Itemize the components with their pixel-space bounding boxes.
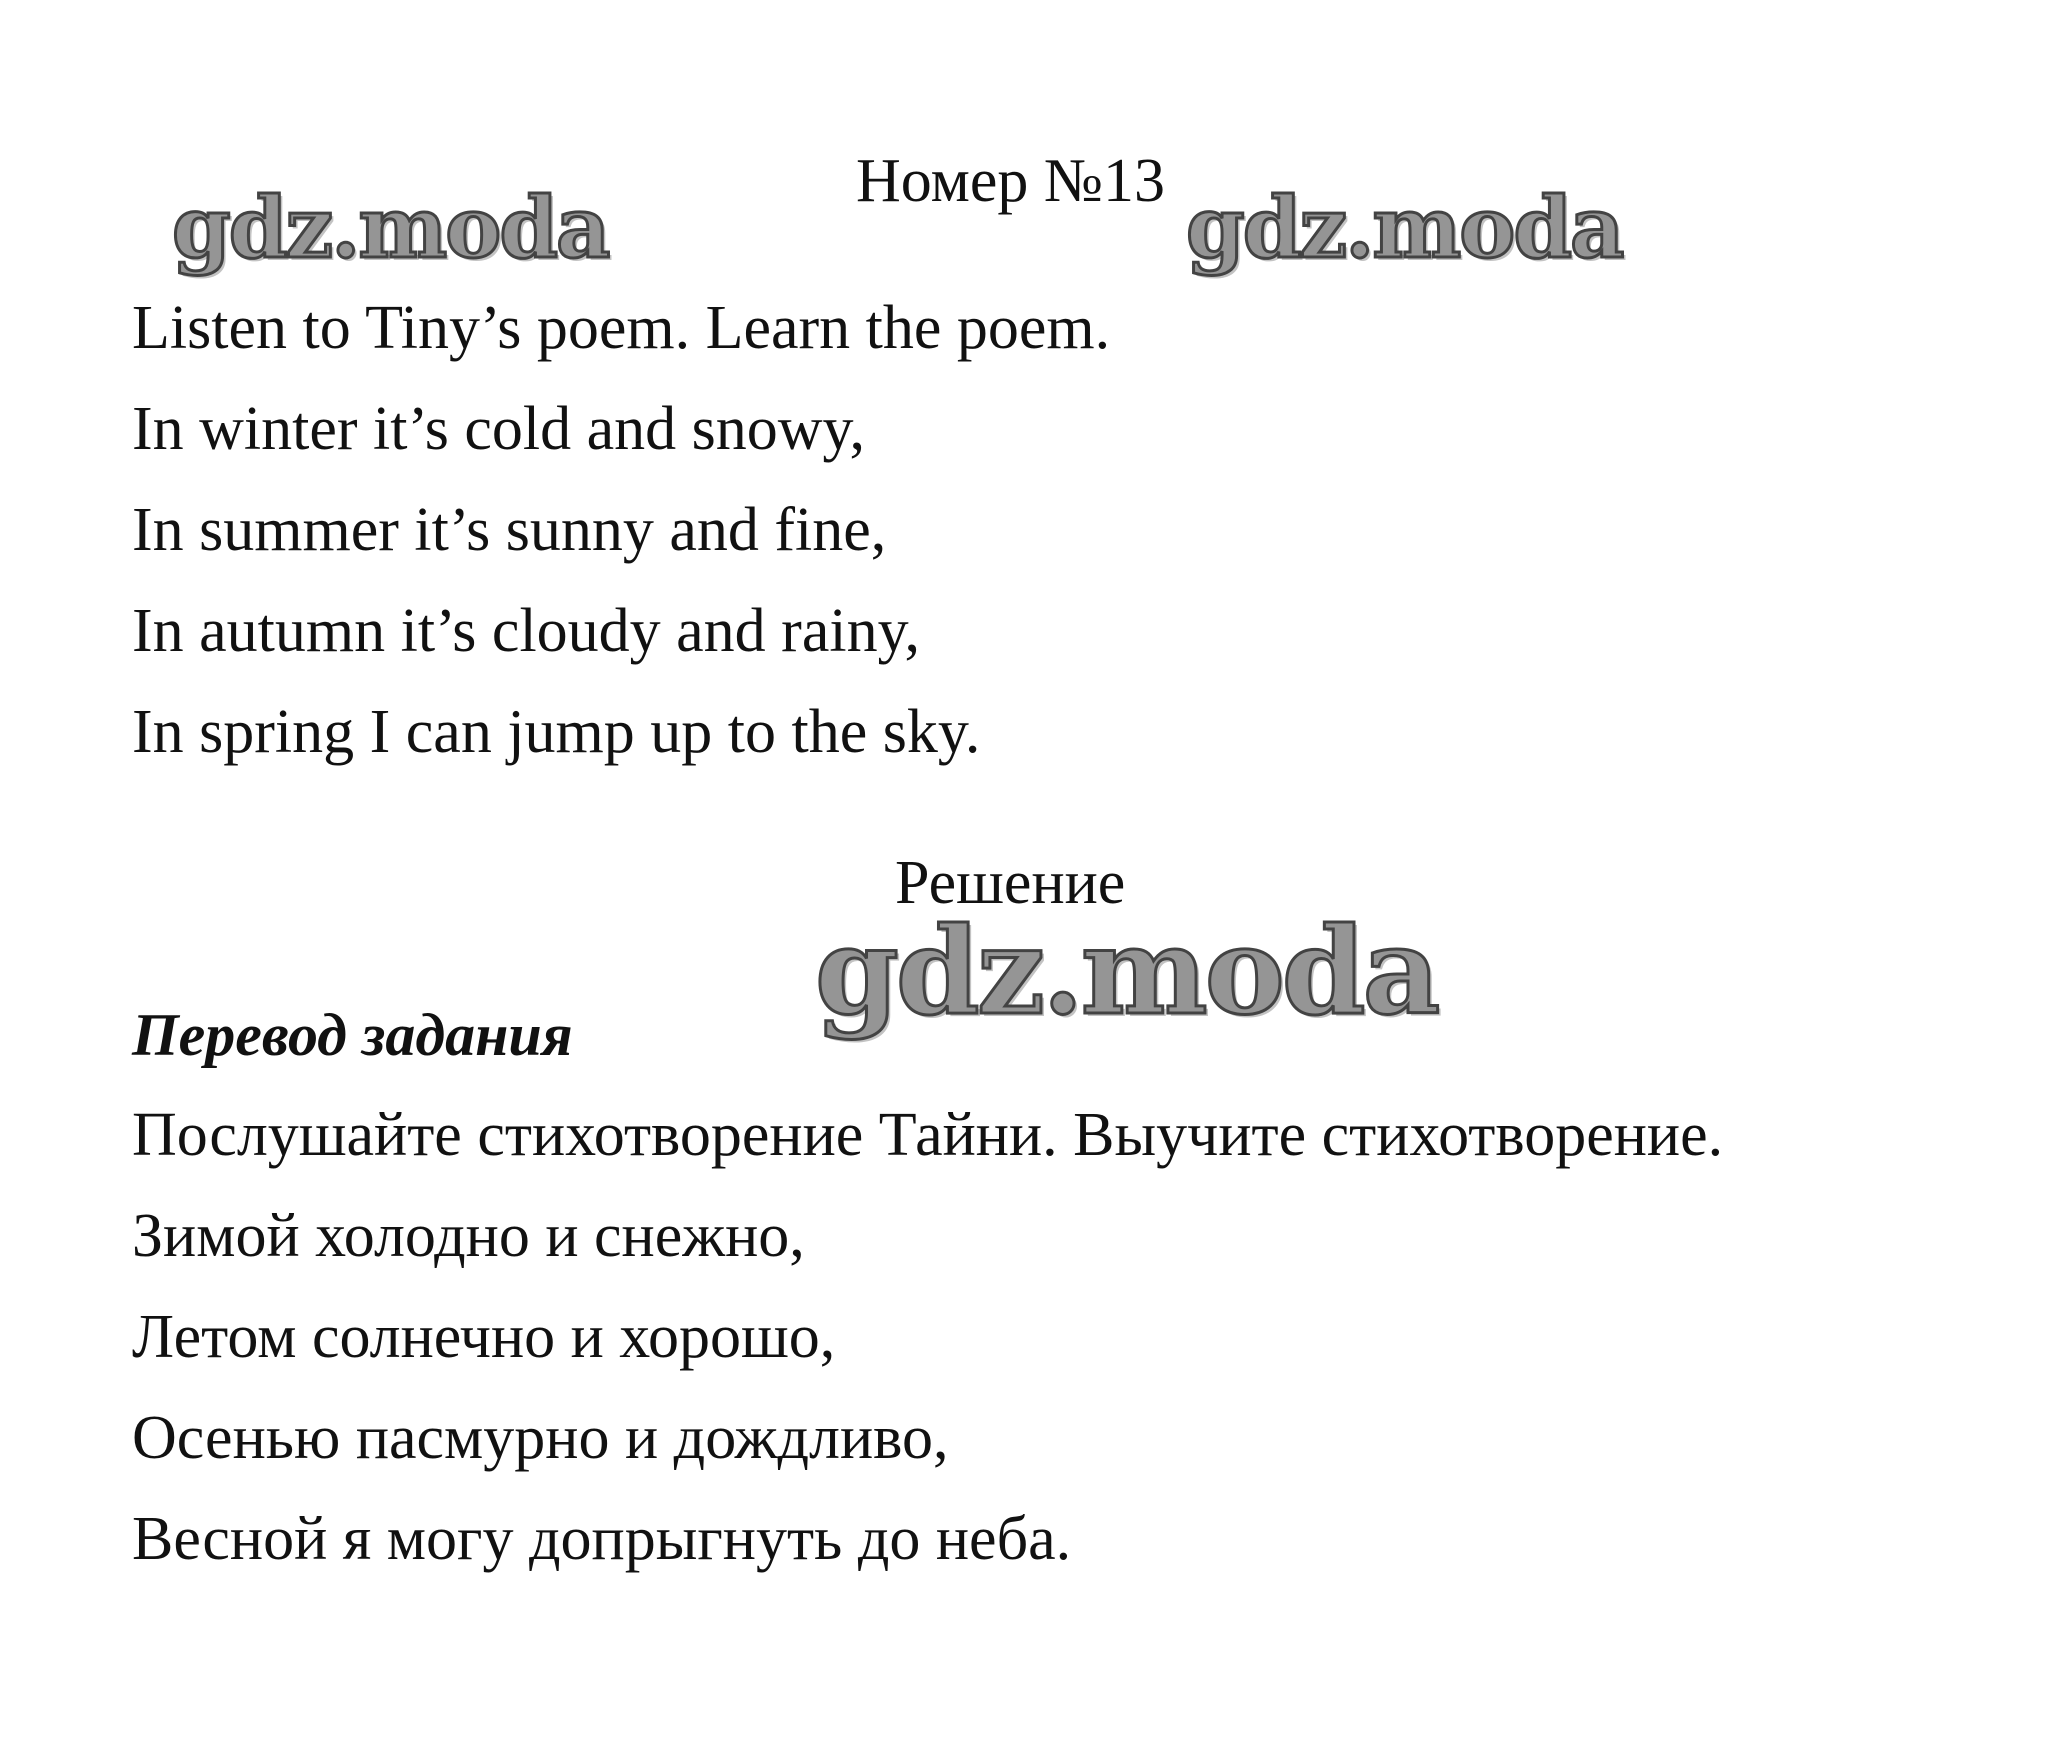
- poem-line-2: In summer it’s sunny and fine,: [132, 496, 887, 564]
- solution-title: Решение: [895, 849, 1126, 917]
- watermark-logo-left: gdz.moda: [172, 178, 609, 277]
- task-instruction: Listen to Tiny’s poem. Learn the poem.: [132, 294, 1111, 362]
- watermark-logo-center: gdz.moda: [815, 901, 1438, 1042]
- task-number-title: Номер №13: [856, 147, 1166, 215]
- watermark-logo-right: gdz.moda: [1186, 178, 1623, 277]
- poem-line-1: In winter it’s cold and snowy,: [132, 395, 865, 463]
- translation-subtitle: Перевод задания: [132, 1002, 573, 1068]
- translation-line-3: Осенью пасмурно и дождливо,: [132, 1404, 949, 1472]
- translation-line-2: Летом солнечно и хорошо,: [132, 1303, 836, 1371]
- translation-line-1: Зимой холодно и снежно,: [132, 1202, 805, 1270]
- translation-instruction: Послушайте стихотворение Тайни. Выучите стихотворение.: [132, 1101, 1724, 1169]
- poem-line-4: In spring I can jump up to the sky.: [132, 698, 981, 766]
- translation-line-4: Весной я могу допрыгнуть до неба.: [132, 1505, 1072, 1573]
- poem-line-3: In autumn it’s cloudy and rainy,: [132, 597, 921, 665]
